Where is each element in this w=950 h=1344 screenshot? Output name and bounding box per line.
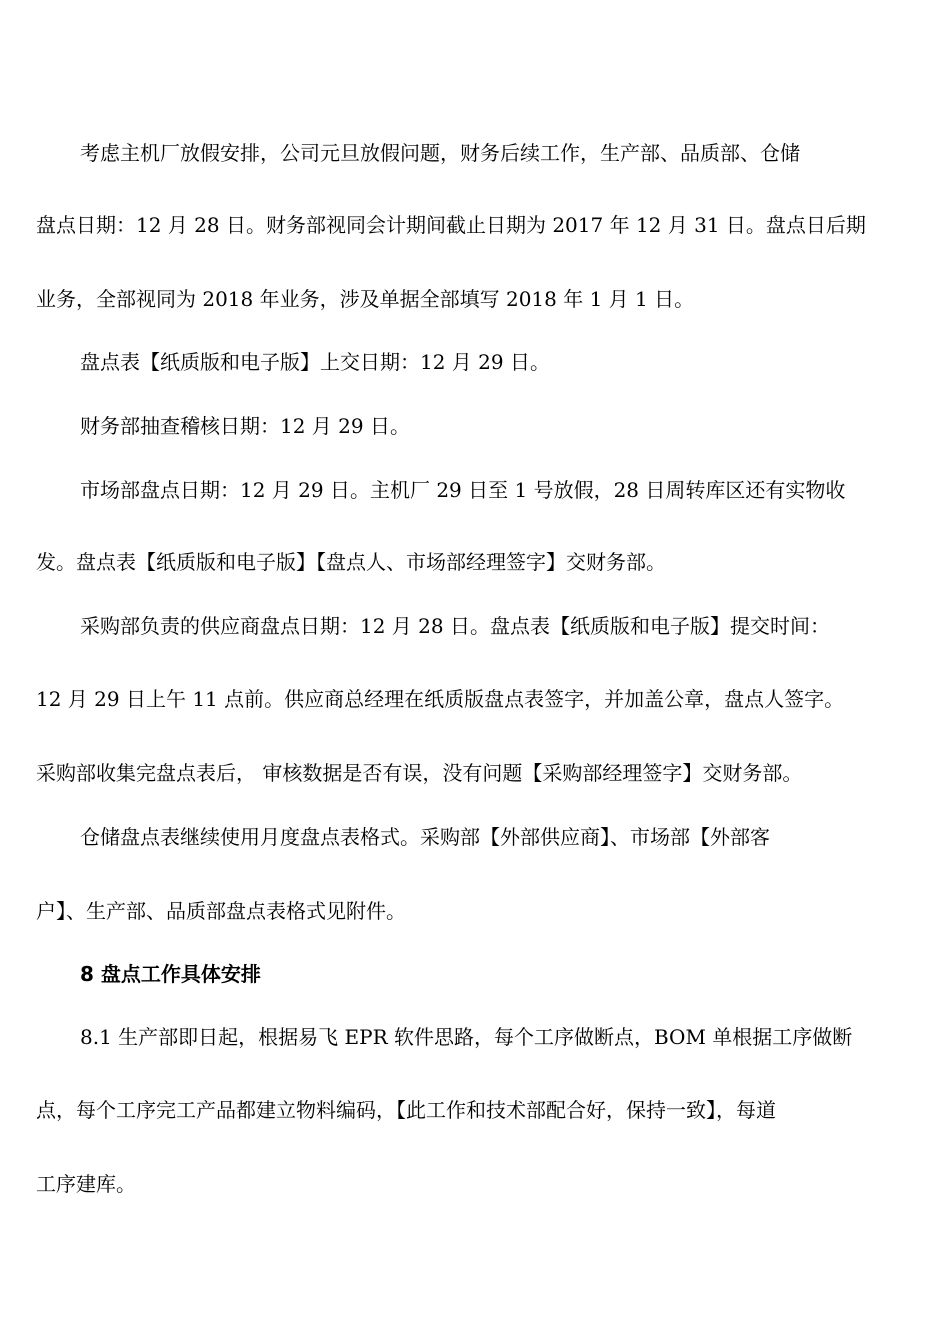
text-line: 发。盘点表【纸质版和电子版】【盘点人、市场部经理签字】交财务部。 [36, 550, 666, 574]
text-line: 户】、生产部、品质部盘点表格式见附件。 [36, 899, 406, 923]
text-line: 12 月 29 日上午 11 点前。供应商总经理在纸质版盘点表签字，并加盖公章，盘点人签字。 [36, 687, 845, 711]
text-line: 仓储盘点表继续使用月度盘点表格式。采购部【外部供应商】、市场部【外部客 [80, 825, 770, 849]
text-line: 采购部收集完盘点表后， 审核数据是否有误，没有问题【采购部经理签字】交财务部。 [36, 761, 803, 785]
text-line: 8.1 生产部即日起，根据易飞 EPR 软件思路，每个工序做断点，BOM 单根据工序做断 [80, 1025, 853, 1049]
text-line: 财务部抽查稽核日期：12 月 29 日。 [80, 414, 410, 438]
text-line: 盘点日期：12 月 28 日。财务部视同会计期间截止日期为 2017 年 12 月 31 日。盘点日后期 [36, 213, 866, 237]
text-line: 市场部盘点日期：12 月 29 日。主机厂 29 日至 1 号放假，28 日周转库区还有实物收 [80, 478, 846, 502]
text-line: 业务，全部视同为 2018 年业务，涉及单据全部填写 2018 年 1 月 1 日。 [36, 287, 695, 311]
text-line: 采购部负责的供应商盘点日期：12 月 28 日。盘点表【纸质版和电子版】提交时间： [80, 614, 830, 638]
text-line: 点，每个工序完工产品都建立物料编码，【此工作和技术部配合好，保持一致】，每道 [36, 1098, 776, 1122]
section-heading: 8 盘点工作具体安排 [80, 962, 261, 986]
text-line: 考虑主机厂放假安排，公司元旦放假问题，财务后续工作，生产部、品质部、仓储 [80, 141, 800, 165]
text-line: 盘点表【纸质版和电子版】上交日期：12 月 29 日。 [80, 350, 550, 374]
text-line: 工序建库。 [36, 1172, 136, 1196]
